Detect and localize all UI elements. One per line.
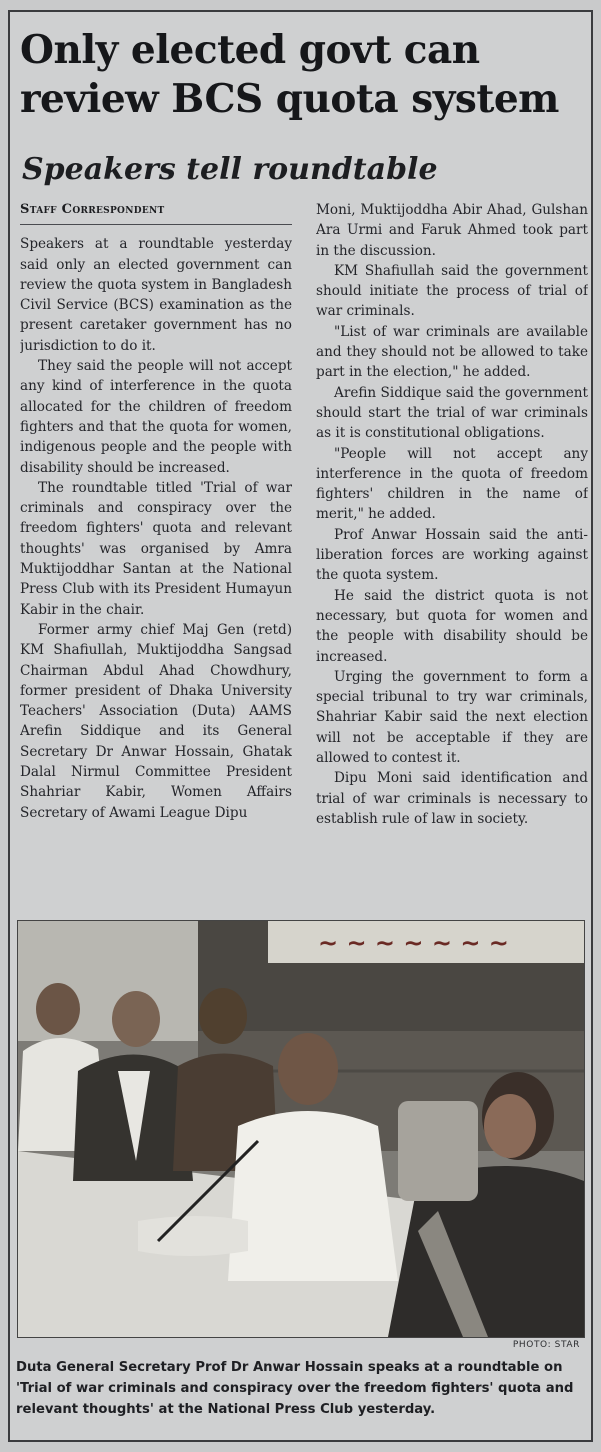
headline-line-2: review BCS quota system bbox=[20, 76, 559, 122]
speaker bbox=[278, 1033, 338, 1105]
news-photo bbox=[17, 920, 585, 1338]
body-paragraph: KM Shafiullah said the government should initiate the process of trial of war criminals. bbox=[316, 262, 588, 320]
byline: Staff Correspondent bbox=[20, 200, 292, 225]
body-paragraph: He said the district quota is not necessary, but quota for women and the people with disability should be increased. bbox=[316, 587, 588, 665]
body-paragraph: Moni, Muktijoddha Abir Ahad, Gulshan Ara Urmi and Faruk Ahmed took part in the discussion. bbox=[316, 202, 588, 259]
body-paragraph: "People will not accept any interference in the quota of freedom fighters' children in the name of merit," he added. bbox=[316, 445, 588, 523]
svg-text:~ ~ ~ ~ ~ ~ ~: ~ ~ ~ ~ ~ ~ ~ bbox=[318, 929, 509, 957]
article-body bbox=[20, 200, 590, 910]
headline-line-1: Only elected govt can bbox=[20, 27, 480, 73]
body-paragraph: Speakers at a roundtable yesterday said only an elected government can review the quota system in Bangladesh Civil Service (BCS) examination as the present caretaker government has no jurisdiction to do it. bbox=[20, 236, 292, 354]
roundtable-photo-illustration bbox=[18, 921, 584, 1337]
body-paragraph: Prof Anwar Hossain said the anti-liberation forces are working against the quota system. bbox=[316, 526, 588, 584]
photo-caption: Duta General Secretary Prof Dr Anwar Hossain speaks at a roundtable on 'Trial of war criminals and conspiracy over the freedom fighters' quota and relevant thoughts' at the National Press Club yesterday. bbox=[16, 1360, 574, 1417]
body-paragraph: Urging the government to form a special tribunal to try war criminals, Shahriar Kabir said the next election will not be acceptable if they are allowed to contest it. bbox=[316, 668, 588, 767]
body-paragraph: Arefin Siddique said the government should start the trial of war criminals as it is constitutional obligations. bbox=[316, 384, 588, 442]
article-column-right bbox=[316, 200, 588, 910]
body-paragraph: They said the people will not accept any kind of interference in the quota allocated for the children of freedom fighters and that the quota for women, indigenous people and the people with disability should be increased. bbox=[20, 358, 292, 476]
subheadline: Speakers tell roundtable bbox=[22, 152, 438, 187]
body-paragraph: The roundtable titled 'Trial of war criminals and conspiracy over the freedom fighters' quota and relevant thoughts' was organised by Amra Muktijoddhar Santan at the National Press Club with its President Humayun Kabir in the chair. bbox=[20, 479, 292, 618]
body-paragraph: Former army chief Maj Gen (retd) KM Shafiullah, Muktijoddha Sangsad Chairman Abdul Ahad Chowdhury, former president of Dhaka University Teachers' Association (Duta) AAMS Arefin Siddique and its General Secretary Dr Anwar Hossain, Ghatak Dalal Nirmul Committee President Shahriar Kabir, Women Affairs Secretary of Awami League Dipu bbox=[20, 621, 292, 821]
body-paragraph: "List of war criminals are available and they should not be allowed to take part in the election," he added. bbox=[316, 323, 588, 381]
article-column-left bbox=[20, 200, 292, 910]
headline bbox=[20, 26, 590, 124]
body-paragraph: Dipu Moni said identification and trial of war criminals is necessary to establish rule of law in society. bbox=[316, 770, 588, 827]
photo-credit: PHOTO: STAR bbox=[512, 1340, 580, 1350]
newspaper-clipping bbox=[8, 10, 593, 1442]
